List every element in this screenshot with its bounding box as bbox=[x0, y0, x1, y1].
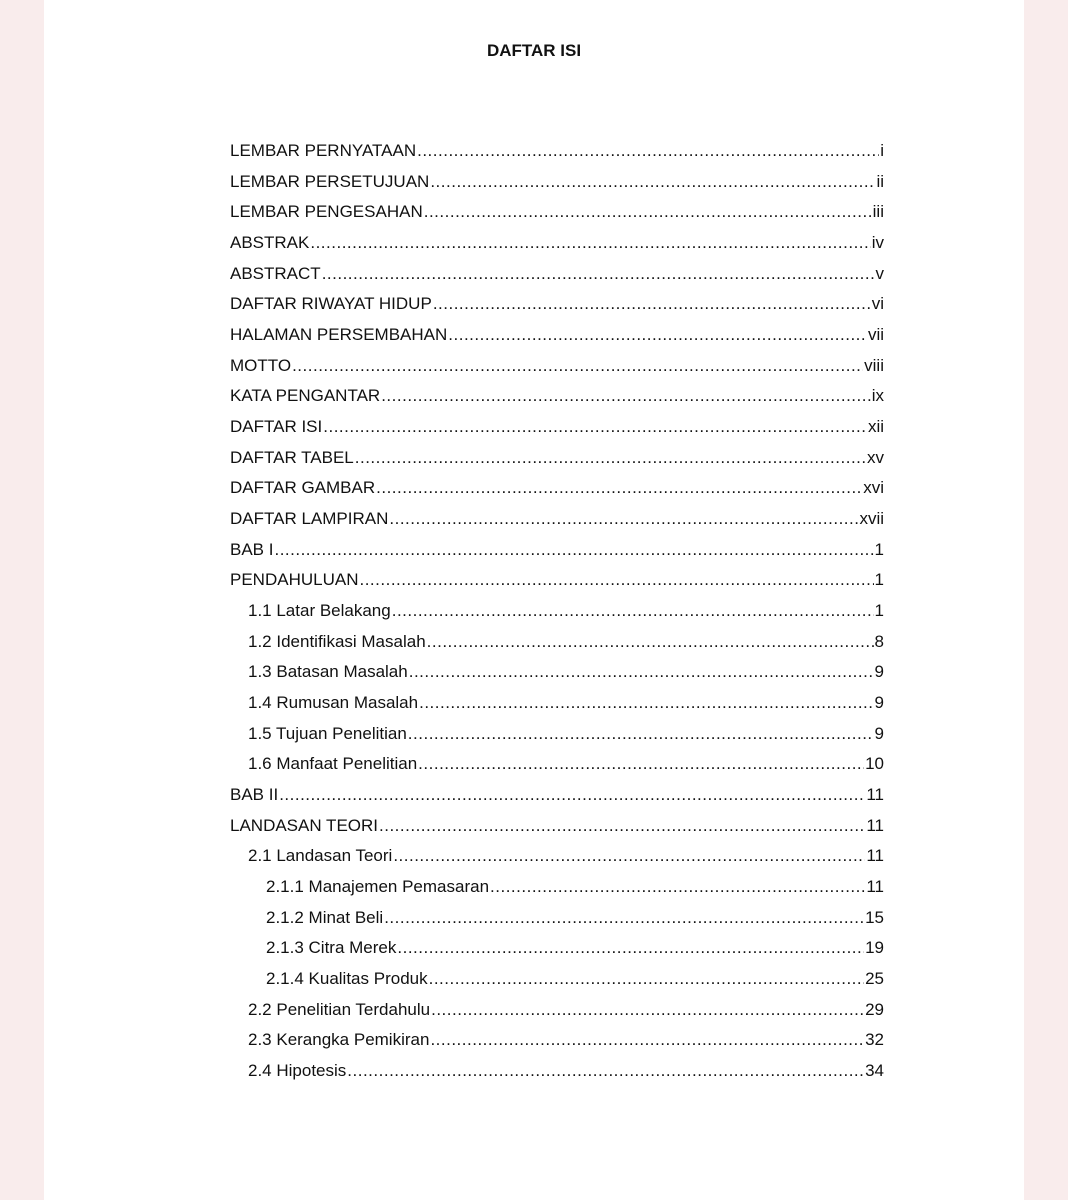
toc-entry-label: DAFTAR LAMPIRAN bbox=[230, 509, 389, 529]
toc-dot-leader bbox=[274, 535, 873, 566]
toc-dot-leader bbox=[392, 596, 874, 627]
toc-entry-label: 1.4 Rumusan Masalah bbox=[248, 693, 419, 713]
toc-entry bbox=[230, 1025, 884, 1056]
toc-dot-leader bbox=[424, 197, 872, 228]
toc-dot-leader bbox=[430, 167, 875, 198]
toc-entry-label: LEMBAR PERSETUJUAN bbox=[230, 171, 430, 191]
toc-entry bbox=[230, 933, 884, 964]
toc-entry-page-number: 11 bbox=[866, 785, 884, 805]
toc-entry-label: 2.1 Landasan Teori bbox=[248, 846, 393, 866]
toc-entry-page-number: vi bbox=[871, 294, 884, 314]
toc-entry-page-number: 1 bbox=[874, 570, 884, 590]
toc-entry bbox=[230, 657, 884, 688]
toc-entry-page-number: 32 bbox=[865, 1030, 884, 1050]
toc-dot-leader bbox=[419, 688, 873, 719]
toc-entry bbox=[230, 167, 884, 198]
toc-entry-page-number: viii bbox=[864, 355, 884, 375]
toc-entry-page-number: xv bbox=[867, 447, 884, 467]
toc-entry-label: 1.6 Manfaat Penelitian bbox=[248, 754, 418, 774]
toc-dot-leader bbox=[418, 749, 864, 780]
toc-entry-label: BAB I bbox=[230, 539, 274, 559]
toc-entry-page-number: ix bbox=[871, 386, 884, 406]
toc-entry-label: KATA PENGANTAR bbox=[230, 386, 381, 406]
toc-entry bbox=[230, 719, 884, 750]
toc-dot-leader bbox=[408, 719, 874, 750]
toc-dot-leader bbox=[429, 964, 864, 995]
toc-entry bbox=[230, 964, 884, 995]
toc-entry-page-number: 9 bbox=[874, 723, 884, 743]
toc-dot-leader bbox=[409, 657, 874, 688]
toc-entry-page-number: 8 bbox=[874, 631, 884, 651]
toc-dot-leader bbox=[490, 872, 865, 903]
toc-entry-page-number: v bbox=[875, 263, 884, 283]
document-page bbox=[44, 0, 1024, 1200]
toc-entry bbox=[230, 351, 884, 382]
toc-entry-label: DAFTAR RIWAYAT HIDUP bbox=[230, 294, 432, 314]
toc-entry-page-number: 15 bbox=[865, 907, 884, 927]
toc-entry-label: BAB II bbox=[230, 785, 279, 805]
toc-entry-page-number: 9 bbox=[874, 693, 884, 713]
toc-entry-label: 2.3 Kerangka Pemikiran bbox=[248, 1030, 430, 1050]
toc-entry-page-number: 10 bbox=[865, 754, 884, 774]
toc-entry-label: ABSTRAK bbox=[230, 233, 310, 253]
toc-dot-leader bbox=[355, 443, 866, 474]
toc-dot-leader bbox=[322, 259, 875, 290]
toc-dot-leader bbox=[310, 228, 870, 259]
toc-dot-leader bbox=[384, 903, 864, 934]
toc-entry bbox=[230, 412, 884, 443]
toc-entry bbox=[230, 535, 884, 566]
toc-entry-label: MOTTO bbox=[230, 355, 292, 375]
toc-dot-leader bbox=[292, 351, 863, 382]
toc-entry-label: 2.1.3 Citra Merek bbox=[266, 938, 397, 958]
toc-entry-label: 2.1.1 Manajemen Pemasaran bbox=[266, 877, 490, 897]
toc-entry-label: HALAMAN PERSEMBAHAN bbox=[230, 325, 448, 345]
toc-entry-page-number: xvi bbox=[863, 478, 884, 498]
toc-entry bbox=[230, 995, 884, 1026]
toc-dot-leader bbox=[347, 1056, 864, 1087]
toc-entry-page-number: xvii bbox=[859, 509, 884, 529]
toc-dot-leader bbox=[376, 473, 862, 504]
toc-entry bbox=[230, 320, 884, 351]
toc-entry-page-number: 11 bbox=[866, 815, 884, 835]
toc-dot-leader bbox=[389, 504, 858, 535]
toc-entry-page-number: 34 bbox=[865, 1061, 884, 1081]
toc-dot-leader bbox=[433, 289, 871, 320]
toc-dot-leader bbox=[381, 381, 871, 412]
toc-entry-label: 2.1.4 Kualitas Produk bbox=[266, 969, 428, 989]
toc-entry-page-number: 9 bbox=[874, 662, 884, 682]
toc-entry-page-number: 29 bbox=[865, 999, 884, 1019]
toc-entry-label: 1.1 Latar Belakang bbox=[248, 601, 391, 621]
toc-entry-page-number: vii bbox=[867, 325, 884, 345]
toc-entry bbox=[230, 289, 884, 320]
toc-entry bbox=[230, 197, 884, 228]
toc-entry bbox=[230, 627, 884, 658]
toc-entry bbox=[230, 596, 884, 627]
toc-entry bbox=[230, 749, 884, 780]
toc-entry-label: LANDASAN TEORI bbox=[230, 815, 379, 835]
toc-entry bbox=[230, 1056, 884, 1087]
toc-entry-label: 2.4 Hipotesis bbox=[248, 1061, 347, 1081]
toc-entry bbox=[230, 381, 884, 412]
toc-entry bbox=[230, 504, 884, 535]
toc-entry-label: PENDAHULUAN bbox=[230, 570, 359, 590]
toc-entry-page-number: iv bbox=[871, 233, 884, 253]
toc-dot-leader bbox=[448, 320, 867, 351]
toc-entry bbox=[230, 136, 884, 167]
toc-entry-label: LEMBAR PENGESAHAN bbox=[230, 202, 423, 222]
toc-entry-label: 1.2 Identifikasi Masalah bbox=[248, 631, 426, 651]
toc-entry-page-number: 1 bbox=[874, 601, 884, 621]
toc-dot-leader bbox=[417, 136, 879, 167]
toc-entry-page-number: 25 bbox=[865, 969, 884, 989]
toc-entry-label: 1.5 Tujuan Penelitian bbox=[248, 723, 407, 743]
toc-dot-leader bbox=[427, 627, 874, 658]
page-title: DAFTAR ISI bbox=[486, 41, 582, 60]
toc-entry-label: 2.2 Penelitian Terdahulu bbox=[248, 999, 431, 1019]
toc-entry bbox=[230, 811, 884, 842]
toc-dot-leader bbox=[393, 841, 865, 872]
toc-entry-label: LEMBAR PERNYATAAN bbox=[230, 141, 417, 160]
toc-dot-leader bbox=[397, 933, 864, 964]
table-of-contents bbox=[230, 136, 884, 1087]
toc-dot-leader bbox=[379, 811, 865, 842]
toc-dot-leader bbox=[279, 780, 865, 811]
toc-entry bbox=[230, 565, 884, 596]
toc-entry bbox=[230, 872, 884, 903]
toc-entry-label: ABSTRACT bbox=[230, 263, 321, 283]
toc-entry-label: DAFTAR GAMBAR bbox=[230, 478, 376, 498]
toc-entry bbox=[230, 228, 884, 259]
toc-entry bbox=[230, 473, 884, 504]
toc-dot-leader bbox=[431, 995, 864, 1026]
toc-entry bbox=[230, 443, 884, 474]
toc-entry-page-number: iii bbox=[872, 202, 884, 222]
toc-dot-leader bbox=[359, 565, 873, 596]
toc-entry bbox=[230, 903, 884, 934]
toc-entry-label: 1.3 Batasan Masalah bbox=[248, 662, 408, 682]
toc-entry-page-number: 11 bbox=[866, 877, 884, 897]
toc-entry-page-number: 11 bbox=[866, 846, 884, 866]
toc-entry bbox=[230, 688, 884, 719]
toc-dot-leader bbox=[430, 1025, 864, 1056]
toc-entry bbox=[230, 259, 884, 290]
toc-entry-page-number: xii bbox=[867, 417, 884, 437]
toc-entry bbox=[230, 841, 884, 872]
toc-dot-leader bbox=[323, 412, 867, 443]
toc-entry-label: DAFTAR TABEL bbox=[230, 447, 354, 467]
toc-entry-page-number: ii bbox=[876, 171, 884, 191]
toc-entry-page-number: 19 bbox=[865, 938, 884, 958]
toc-entry-label: DAFTAR ISI bbox=[230, 417, 323, 437]
toc-entry-page-number: 1 bbox=[874, 539, 884, 559]
toc-entry-label: 2.1.2 Minat Beli bbox=[266, 907, 384, 927]
toc-entry bbox=[230, 780, 884, 811]
toc-entry-page-number: i bbox=[880, 141, 884, 160]
